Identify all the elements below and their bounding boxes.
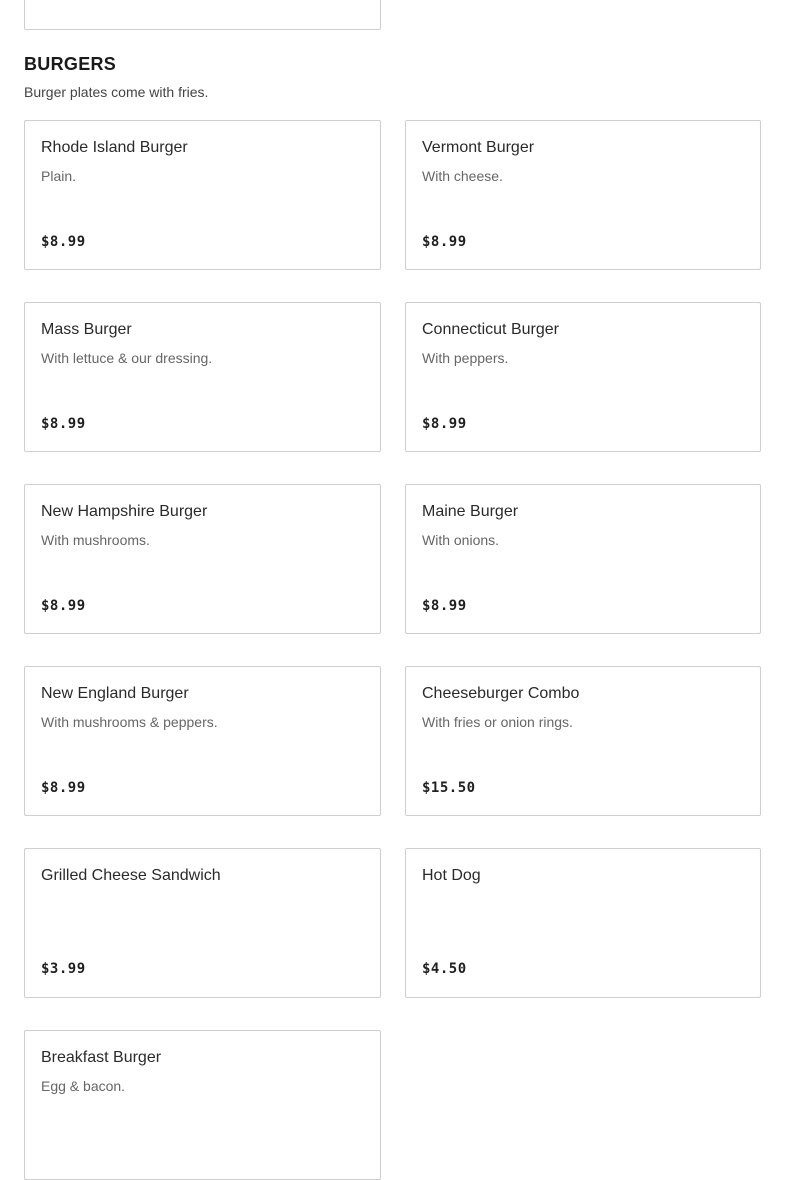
item-name: Vermont Burger: [422, 139, 535, 156]
item-name: New Hampshire Burger: [41, 503, 208, 520]
menu-item-card[interactable]: [405, 484, 761, 634]
item-description: With peppers.: [422, 350, 509, 366]
item-price: $4.50: [422, 961, 467, 977]
menu-item-card[interactable]: [24, 484, 381, 634]
section-title: BURGERS: [24, 54, 117, 74]
menu-item-card[interactable]: [405, 120, 761, 270]
item-price: $8.99: [422, 416, 467, 432]
item-price: $8.99: [422, 234, 467, 250]
item-description: Egg & bacon.: [41, 1078, 126, 1094]
item-price: $8.99: [41, 234, 86, 250]
item-name: Cheeseburger Combo: [422, 685, 580, 702]
item-name: Grilled Cheese Sandwich: [41, 867, 221, 884]
menu-item-card[interactable]: [405, 302, 761, 452]
menu-item-card-previous[interactable]: [24, 0, 381, 30]
item-description: With fries or onion rings.: [422, 714, 573, 730]
menu-item-card[interactable]: [24, 120, 381, 270]
item-name: New England Burger: [41, 685, 189, 702]
menu-item-card[interactable]: [24, 1030, 381, 1180]
item-description: Plain.: [41, 168, 77, 184]
menu-item-card[interactable]: [405, 666, 761, 816]
item-name: Hot Dog: [422, 867, 481, 884]
item-description: With mushrooms.: [41, 532, 150, 548]
menu-item-card[interactable]: [405, 848, 761, 998]
item-price: $8.99: [41, 598, 86, 614]
item-name: Rhode Island Burger: [41, 139, 188, 156]
item-name: Maine Burger: [422, 503, 519, 520]
item-description: With onions.: [422, 532, 500, 548]
item-description: With mushrooms & peppers.: [41, 714, 218, 730]
item-price: $15.50: [422, 780, 476, 796]
item-name: Breakfast Burger: [41, 1049, 162, 1066]
menu-item-card[interactable]: [24, 666, 381, 816]
menu-item-card[interactable]: [24, 302, 381, 452]
item-price: $8.99: [41, 416, 86, 432]
item-name: Mass Burger: [41, 321, 132, 338]
item-price: $8.99: [41, 780, 86, 796]
menu-item-card[interactable]: [24, 848, 381, 998]
item-description: With cheese.: [422, 168, 503, 184]
item-price: $8.99: [422, 598, 467, 614]
item-price: $3.99: [41, 961, 86, 977]
item-description: With lettuce & our dressing.: [41, 350, 213, 366]
item-name: Connecticut Burger: [422, 321, 559, 338]
section-subtitle: Burger plates come with fries.: [24, 84, 209, 100]
